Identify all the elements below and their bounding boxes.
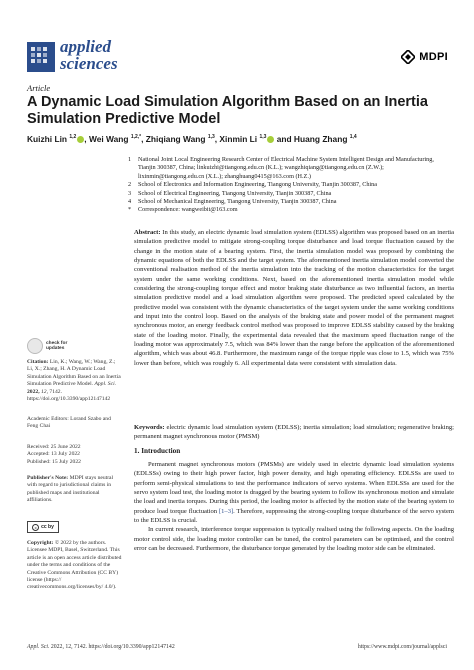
copyright-label: Copyright: xyxy=(27,540,54,546)
abstract-label: Abstract: xyxy=(134,229,161,236)
citation-block xyxy=(27,359,122,403)
accepted-date: Accepted: 13 July 2022 xyxy=(27,451,80,458)
received-date: Received: 25 June 2022 xyxy=(27,444,81,450)
affiliation-item xyxy=(128,156,448,181)
cc-icon: c xyxy=(32,524,39,531)
citation-doi[interactable]: 7142. https://doi.org/10.3390/app12147142 xyxy=(27,388,111,403)
author-name: and Huang Zhang xyxy=(274,134,350,144)
author-affiliation-marker: 1,4 xyxy=(349,134,357,141)
updates-line1: check for xyxy=(46,340,68,346)
author-affiliation-marker: 1,2 xyxy=(69,134,77,141)
author-affiliation-marker: 1,3 xyxy=(259,134,267,141)
intro-paragraph-1 xyxy=(134,460,454,525)
author-affiliation-marker: 1,2,* xyxy=(130,134,142,141)
introduction-body xyxy=(134,460,454,553)
publisher-note xyxy=(27,475,122,505)
author-affiliation-marker: 1,3 xyxy=(207,134,215,141)
cc-license-badge[interactable] xyxy=(27,521,59,533)
citation-journal: Appl. Sci. xyxy=(94,381,117,388)
affiliation-text: Correspondence: wangweibit@163.com xyxy=(138,206,238,214)
affiliation-text: National Joint Local Engineering Research Center of Electrical Machine System Intelligent Design and Manufacturing, Tianjin 300387, China; linkuizhi@tiangong.edu.cn (K.L.); wangzhiqiang@tiangong.edu.cn (Z.W.); lixinmin@tiangong.edu.cn (X.L.); zhanghuang0415@163.com (H.Z.) xyxy=(138,156,434,180)
affiliation-text: School of Mechanical Engineering, Tiangong University, Tianjin 300387, China xyxy=(138,198,337,206)
copyright-text: © 2022 by the authors. Licensee MDPI, Basel, Switzerland. This article is an open access article distributed under the terms and conditions of the Creative Commons Attribution (CC BY) license (https:// creativecommons.org/licenses/by/ 4.0/). xyxy=(27,540,122,591)
affiliation-number: 1 xyxy=(128,156,132,163)
citation-link[interactable]: [1–3] xyxy=(218,507,234,515)
author-name: Kuizhi Lin xyxy=(27,134,70,144)
affiliation-item xyxy=(128,198,448,206)
affiliation-text: School of Electronics and Information Engineering, Tiangong University, Tianjin 300387, China xyxy=(138,181,377,189)
dates-block xyxy=(27,444,122,466)
footer-journal: Appl. Sci. xyxy=(27,644,50,650)
page-footer xyxy=(27,644,447,650)
citation-volume: 12, xyxy=(41,388,48,395)
keywords xyxy=(134,423,454,442)
article-type: Article xyxy=(27,83,51,93)
journal-name-line1: applied xyxy=(60,37,111,56)
paper-title: A Dynamic Load Simulation Algorithm Based on an Inertia Simulation Predictive Model xyxy=(27,94,428,127)
journal-logo-icon xyxy=(27,42,55,72)
author-name: , Wei Wang xyxy=(84,134,131,144)
keywords-label: Keywords: xyxy=(134,424,165,431)
copyright-block xyxy=(27,540,122,592)
footer-journal-url[interactable]: https://www.mdpi.com/journal/applsci xyxy=(357,644,447,650)
journal-name-line2: sciences xyxy=(60,54,118,73)
publisher-note-text: MDPI stays neutral with regard to jurisdictional claims in published maps and institutional affiliations. xyxy=(27,475,114,504)
updates-label xyxy=(46,341,67,352)
published-date: Published: 15 July 2022 xyxy=(27,458,81,465)
author-list xyxy=(27,134,457,144)
author-name: , Xinmin Li xyxy=(214,134,260,144)
abstract-text: In this study, an electric dynamic load simulation system (EDLSS) algorithm was proposed based on an inertia simulation predictive model to mitigate strong-coupling torque disturbance and load torque fluctuation caused by the change in the motion state of a bearing system. First, the inertia simulation model was proposed by combining the dynamic equations of both the EDLSS and the target system. The aforementioned inertia simulation model converted the conventional realisation method of the inertia simulation into the tracking of the motion characteristics for the target system under the same working conditions. Next, based on the aforementioned inertia simulation model while considering the strong-coupling torque effect and motor braking state disturbance as two influential factors, an inertia simulation predictive model and a load simulation algorithm were proposed. The predicted speed calculated by the predictive model was consistent with the dynamic characteristics of the target system under the same working conditions and input into the control loop. Based on the analysis of the braking state and power model of the permanent magnet synchronous motor, an energy feedback control method was proposed to improve EDLSS stability caused by the braking state of the loading motor. Finally, the experimental data revealed that the maximum speed fluctuation range of the loading motor was approximately 7.5, which was 84% lower than the range before the application of the aforementioned algorithm, which was about 46.8. Furthermore, the maximum range of the torque ripple was close to 1.5, which was 75% lower than before, which was roughly 6. All experimental data were consistent with simulation data. xyxy=(134,229,454,367)
citation-label: Citation: xyxy=(27,359,49,365)
intro-p1-text: Permanent magnet synchronous motors (PMSMs) are widely used in electric dynamic load simulation systems (EDLSSs) owing to their high power factor, high power density, and high operating efficiency. EDLSSs are used to perform semi-physical simulations to test the performance indicators of servo systems. When EDLSSs are used for the servo system load test, the loading motor is dragged by the bearing system to follow its synchronous motion and simulate the load and inertia torques. During this period, the loading motor is affected by the motion state of the bearing system to produce load torque fluctuation xyxy=(134,461,454,515)
section-heading: 1. Introduction xyxy=(134,447,181,455)
publisher-logo xyxy=(401,47,448,67)
citation-text: Lin, K.; Wang, W.; Wang, Z.; Li, X.; Zhang, H. A Dynamic Load Simulation Algorithm Based on an Inertia Simulation Predictive Model. xyxy=(27,359,121,388)
updates-icon xyxy=(27,338,43,354)
affiliation-item xyxy=(128,190,448,198)
keywords-text: electric dynamic load simulation system (EDLSS); inertia simulation; load simulation; regenerative braking; permanent magnet synchronous motor (PMSM) xyxy=(134,424,454,441)
abstract xyxy=(134,228,454,368)
affiliation-number: * xyxy=(128,206,132,214)
affiliation-item xyxy=(128,206,448,214)
citation-year: 2022, xyxy=(27,388,40,395)
check-for-updates-button[interactable] xyxy=(27,337,107,355)
affiliation-item xyxy=(128,181,448,189)
academic-editors: Academic Editors: Lorand Szabo and Feng Chai xyxy=(27,416,111,430)
affiliations xyxy=(128,156,448,215)
publisher-name: MDPI xyxy=(419,51,448,63)
footer-doi[interactable]: 2022, 12, 7142. https://doi.org/10.3390/app12147142 xyxy=(50,644,175,650)
cc-badge-label: cc by xyxy=(41,524,54,530)
affiliation-number: 3 xyxy=(128,189,132,197)
intro-paragraph-2: In current research, interference torque suppression is typically realised using the following aspects. On the loading motor control side, the loading motor controller can be tuned, the control parameters can be optimised, and the control error can be decreased. Furthermore, the disturbance torque generated by the loading motor side can be eliminated. xyxy=(134,526,454,553)
affiliation-number: 4 xyxy=(128,198,132,206)
journal-name xyxy=(60,38,118,72)
footer-citation xyxy=(27,644,175,650)
updates-line2: updates xyxy=(46,346,65,351)
affiliation-text: School of Electrical Engineering, Tiangong University, Tianjin 300387, China xyxy=(138,189,332,197)
mdpi-logo-icon xyxy=(401,50,415,64)
publisher-note-label: Publisher's Note: xyxy=(27,475,69,481)
affiliation-number: 2 xyxy=(128,181,132,189)
author-name: , Zhiqiang Wang xyxy=(141,134,208,144)
intro-p1-text-end: . Therefore, suppressing the strong-coupling torque disturbance of the servo system to the EDLSS is crucial. xyxy=(134,507,454,525)
